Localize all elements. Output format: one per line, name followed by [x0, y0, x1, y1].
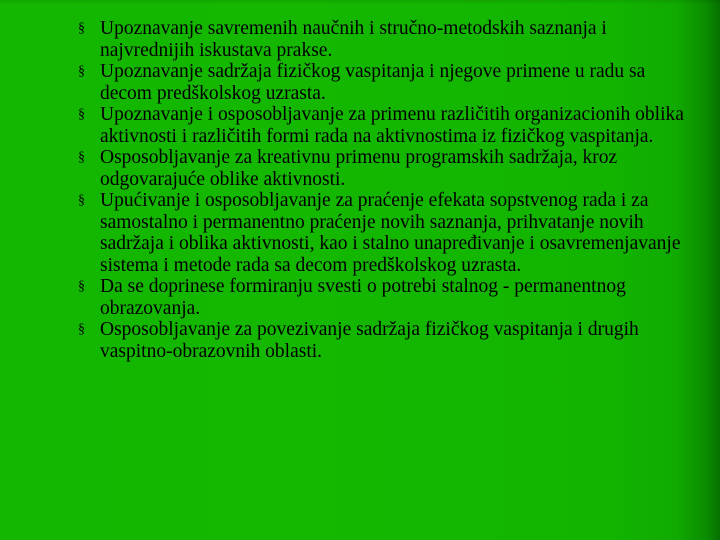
bullet-list	[78, 18, 698, 362]
bullet-item	[78, 18, 698, 61]
bullet-item	[78, 61, 698, 104]
bullet-text: Upoznavanje savremenih naučnih i stručno-metodskih saznanja i najvrednijih iskustava prakse.	[100, 18, 607, 61]
bullet-item	[78, 319, 698, 362]
bullet-item	[78, 190, 698, 276]
bullet-text: Da se doprinese formiranju svesti o potrebi stalnog - permanentnog obrazovanja.	[100, 276, 626, 319]
section-sign-bullet-icon: §	[78, 322, 85, 337]
bullet-text: Upućivanje i osposobljavanje za praćenje efekata sopstvenog rada i za samostalno i permanentno praćenje novih saznanja, prihvatanje novih sadržaja i oblika aktivnosti, kao i stalno unapređivanje i osavremenjavanje sistema i metode rada sa decom predškolskog uzrasta.	[100, 190, 681, 276]
bullet-item	[78, 104, 698, 147]
top-shade	[0, 0, 720, 4]
bullet-text: Upoznavanje sadržaja fizičkog vaspitanja i njegove primene u radu sa decom predškolskog uzrasta.	[100, 61, 646, 104]
bullet-text: Osposobljavanje za kreativnu primenu programskih sadržaja, kroz odgovarajuće oblike aktivnosti.	[100, 147, 618, 190]
section-sign-bullet-icon: §	[78, 150, 85, 165]
bullet-text: Upoznavanje i osposobljavanje za primenu različitih organizacionih oblika aktivnosti i različitih formi rada na aktivnostima iz fizičkog vaspitanja.	[100, 104, 684, 147]
bullet-item	[78, 147, 698, 190]
section-sign-bullet-icon: §	[78, 64, 85, 79]
section-sign-bullet-icon: §	[78, 279, 85, 294]
section-sign-bullet-icon: §	[78, 21, 85, 36]
bullet-item	[78, 276, 698, 319]
section-sign-bullet-icon: §	[78, 107, 85, 122]
bullet-text: Osposobljavanje za povezivanje sadržaja fizičkog vaspitanja i drugih vaspitno-obrazovnih oblasti.	[100, 319, 639, 362]
section-sign-bullet-icon: §	[78, 193, 85, 208]
